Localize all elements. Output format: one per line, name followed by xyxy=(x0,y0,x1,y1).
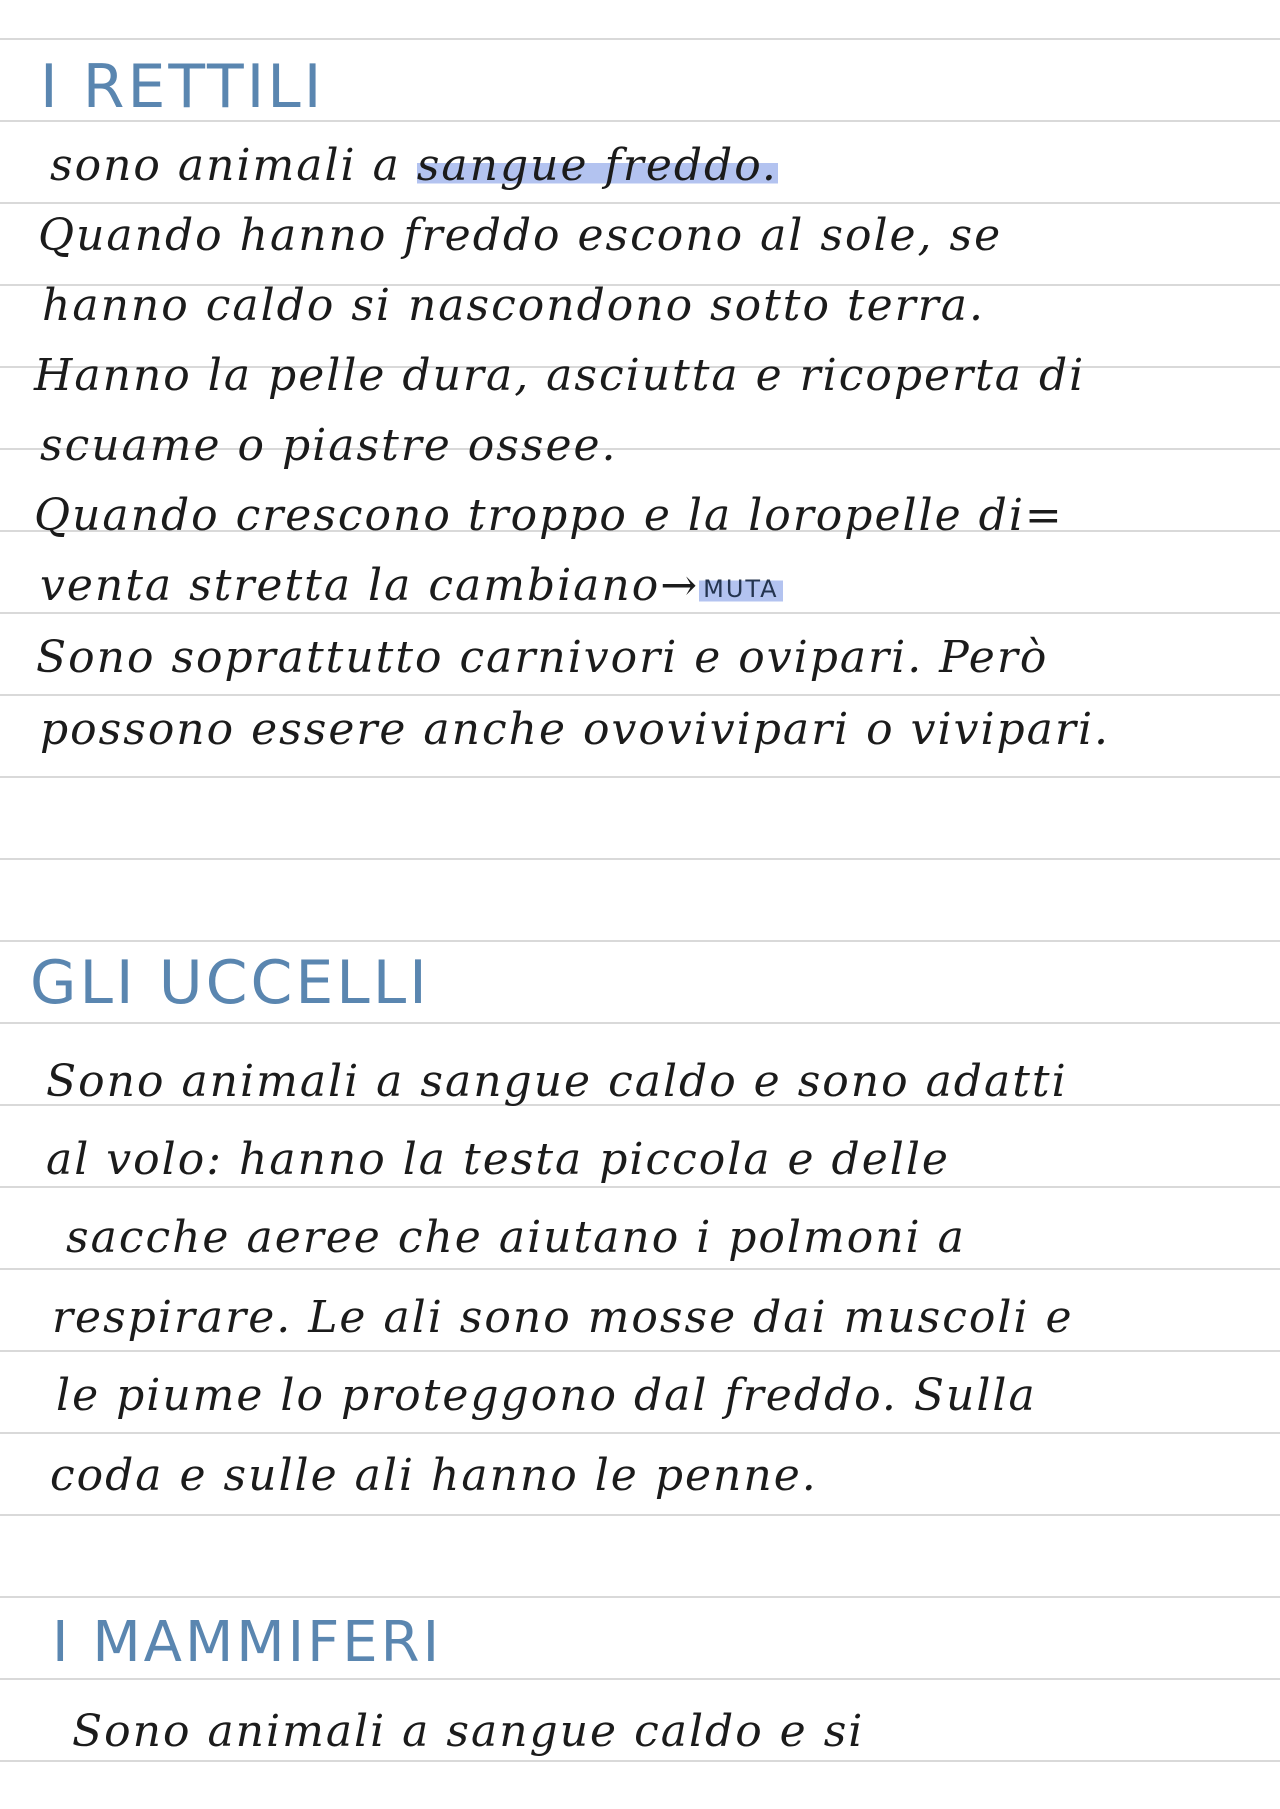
highlighted-text: sangue freddo. xyxy=(416,140,778,191)
text-line: hanno caldo si nascondono sotto terra. xyxy=(42,280,985,331)
text-line: al volo: hanno la testa piccola e delle xyxy=(46,1134,950,1185)
text-line: Sono animali a sangue caldo e si xyxy=(72,1706,865,1757)
text-line: Sono animali a sangue caldo e sono adatti xyxy=(46,1056,1068,1107)
section-heading-uccelli: GLI UCCELLI xyxy=(30,948,430,1018)
text-line xyxy=(40,560,783,611)
muta-highlight-tag: MUTA xyxy=(699,575,783,603)
text-line: Hanno la pelle dura, asciutta e ricoperta di xyxy=(34,350,1086,401)
text-line: respirare. Le ali sono mosse dai muscoli e xyxy=(52,1292,1074,1343)
text-segment: venta stretta la cambiano→ xyxy=(40,560,700,611)
text-line: possono essere anche ovovivipari o vivipari. xyxy=(40,704,1111,755)
text-segment: sono animali a xyxy=(50,140,417,191)
text-line: Sono soprattutto carnivori e ovipari. Però xyxy=(36,632,1049,683)
text-line: sacche aeree che aiutano i polmoni a xyxy=(66,1212,966,1263)
text-line: coda e sulle ali hanno le penne. xyxy=(50,1450,818,1501)
section-heading-rettili: I RETTILI xyxy=(40,52,325,122)
section-heading-mammiferi: I MAMMIFERI xyxy=(52,1610,443,1675)
text-line: scuame o piastre ossee. xyxy=(40,420,618,471)
text-line xyxy=(50,140,778,191)
text-line: Quando crescono troppo e la loropelle di= xyxy=(34,490,1064,541)
text-line: Quando hanno freddo escono al sole, se xyxy=(38,210,1003,261)
text-line: le piume lo proteggono dal freddo. Sulla xyxy=(56,1370,1037,1421)
